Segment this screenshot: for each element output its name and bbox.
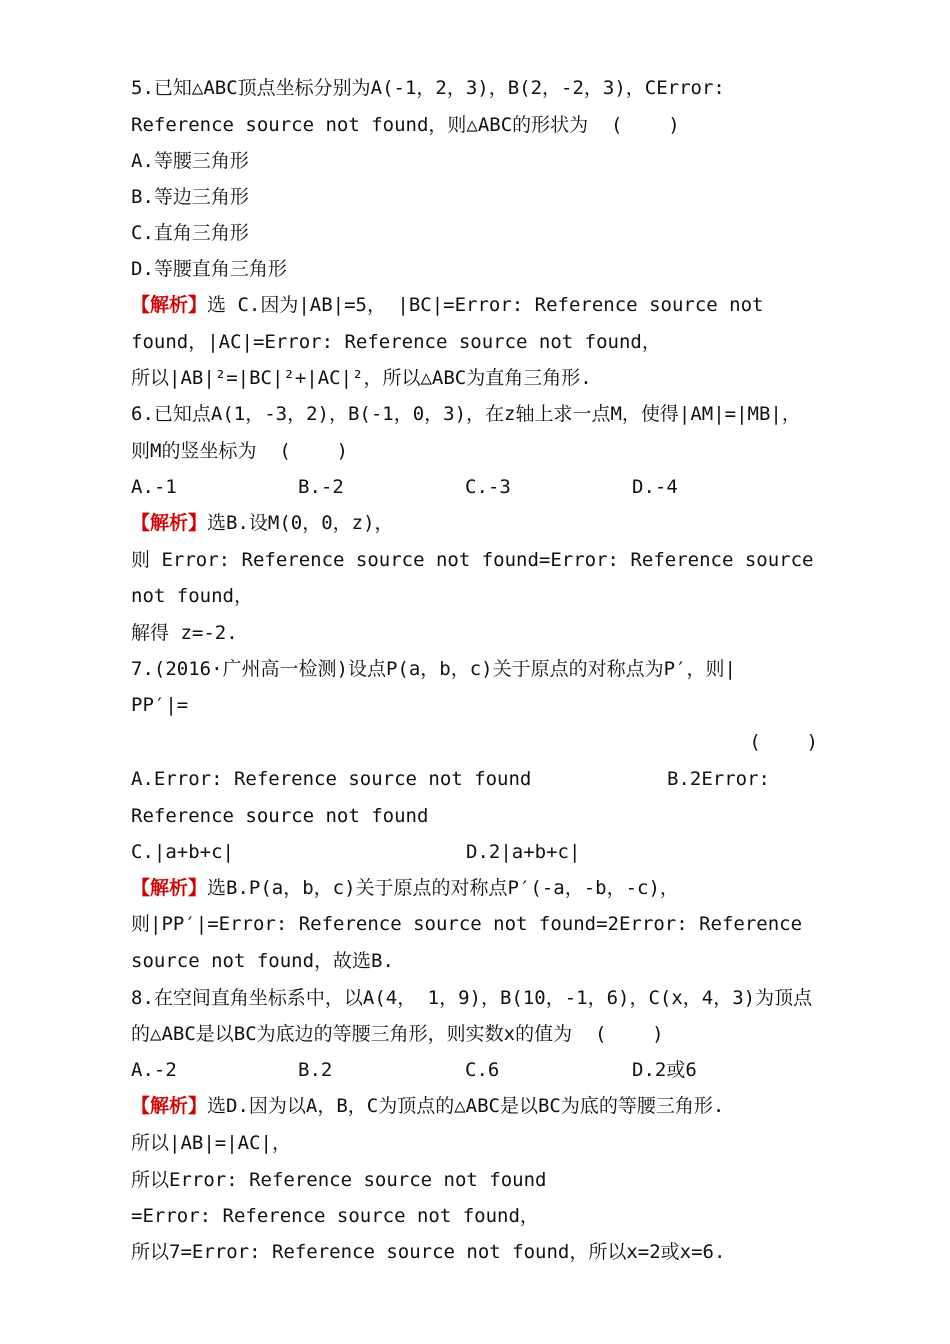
solution-tag: 【解析】 xyxy=(131,512,208,534)
q6-solution-line4: 解得 z=-2. xyxy=(131,622,238,644)
q5-option-c: C.直角三角形 xyxy=(131,222,249,244)
q7-answer-paren: ( ) xyxy=(749,731,818,753)
q6-solution-text: 选B.设M(0，0，z)， xyxy=(207,512,394,534)
q6-option-c: C.-3 xyxy=(465,476,511,498)
q7-solution-line3: source not found，故选B. xyxy=(131,950,394,972)
q6-option-d: D.-4 xyxy=(632,476,678,498)
q7-option-b-cont: Reference source not found xyxy=(131,805,429,827)
solution-tag: 【解析】 xyxy=(131,877,208,899)
q8-stem-line1: 8.在空间直角坐标系中，以A(4， 1，9)，B(10，-1，6)，C(x，4，3)为顶点 xyxy=(131,987,813,1009)
q7-option-d: D.2|a+b+c| xyxy=(466,841,581,863)
q5-solution-line3: 所以|AB|²=|BC|²+|AC|²，所以△ABC为直角三角形. xyxy=(131,367,592,389)
q8-option-d: D.2或6 xyxy=(632,1059,697,1081)
q6-solution-line3: not found， xyxy=(131,585,253,607)
q5-solution-line2: found，|AC|=Error: Reference source not found， xyxy=(131,331,661,353)
q6-stem-line1: 6.已知点A(1，-3，2)，B(-1，0，3)，在z轴上求一点M，使得|AM|=|MB|， xyxy=(131,403,801,425)
q5-stem-line2: Reference source not found，则△ABC的形状为 ( ) xyxy=(131,114,680,136)
q6-solution-line2: 则 Error: Reference source not found=Error: Reference source xyxy=(131,549,814,571)
q8-solution-line3: 所以Error: Reference source not found xyxy=(131,1169,547,1191)
q8-option-c: C.6 xyxy=(465,1059,500,1081)
q6-solution-line1 xyxy=(131,508,818,538)
q6-option-b: B.-2 xyxy=(298,476,344,498)
q5-solution-text: 选 C.因为|AB|=5， |BC|=Error: Reference source not xyxy=(207,294,764,316)
q7-solution-line2: 则|PP′|=Error: Reference source not found=2Error: Reference xyxy=(131,913,803,935)
q5-solution-line1 xyxy=(131,290,818,320)
solution-tag: 【解析】 xyxy=(131,1095,208,1117)
q8-options-row xyxy=(131,1055,818,1085)
q6-options-row xyxy=(131,472,818,502)
q7-solution-line1 xyxy=(131,873,818,903)
q8-solution-line4: =Error: Reference source not found， xyxy=(131,1205,539,1227)
solution-tag: 【解析】 xyxy=(131,294,208,316)
q7-options-row2 xyxy=(131,837,818,867)
q6-stem-line2: 则M的竖坐标为 ( ) xyxy=(131,440,348,462)
q8-stem-line2: 的△ABC是以BC为底边的等腰三角形，则实数x的值为 ( ) xyxy=(131,1023,664,1045)
q5-option-b: B.等边三角形 xyxy=(131,186,249,208)
q7-option-c: C.|a+b+c| xyxy=(131,841,234,863)
q7-stem-line1: 7.(2016·广州高一检测)设点P(a，b，c)关于原点的对称点为P′，则| xyxy=(131,658,736,680)
q8-solution-text: 选D.因为以A，B，C为顶点的△ABC是以BC为底的等腰三角形. xyxy=(207,1095,725,1117)
q8-solution-line2: 所以|AB|=|AC|， xyxy=(131,1132,291,1154)
q8-solution-line5: 所以7=Error: Reference source not found，所以x=2或x=6. xyxy=(131,1241,726,1263)
q5-stem-line1: 5.已知△ABC顶点坐标分别为A(-1，2，3)，B(2，-2，3)，CError: xyxy=(131,77,725,99)
q7-option-b: B.2Error: xyxy=(667,768,770,790)
q5-option-a: A.等腰三角形 xyxy=(131,150,249,172)
q5-option-d: D.等腰直角三角形 xyxy=(131,258,287,280)
q8-option-b: B.2 xyxy=(298,1059,333,1081)
q7-options-row1 xyxy=(131,764,818,794)
q8-solution-line1 xyxy=(131,1091,818,1121)
q6-option-a: A.-1 xyxy=(131,476,177,498)
q7-option-a: A.Error: Reference source not found xyxy=(131,768,532,790)
q7-stem-line2: PP′|= xyxy=(131,694,189,716)
q7-solution-text: 选B.P(a，b，c)关于原点的对称点P′(-a，-b，-c)， xyxy=(207,877,679,899)
q8-option-a: A.-2 xyxy=(131,1059,177,1081)
